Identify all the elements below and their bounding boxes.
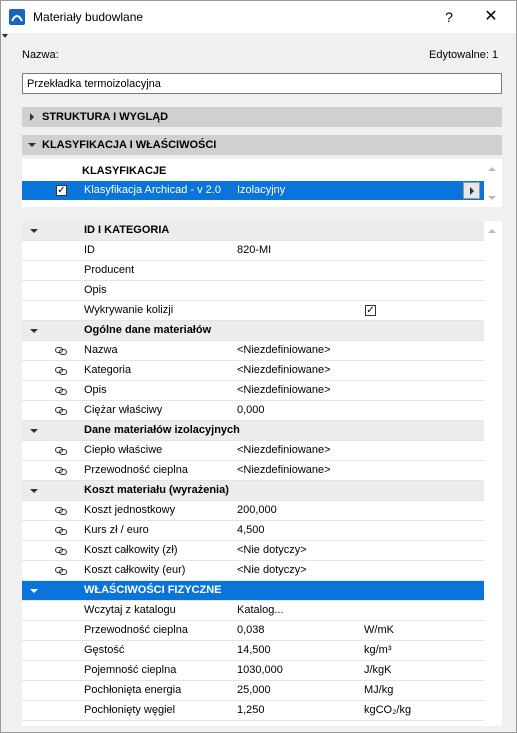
- row-label: Pojemność cieplna: [84, 664, 177, 676]
- classification-picker-button[interactable]: [463, 182, 480, 199]
- row-label: Kategoria: [84, 364, 132, 376]
- row-value[interactable]: 0,038: [237, 624, 265, 636]
- table-row[interactable]: [22, 701, 484, 721]
- row-label: Ciężar właściwy: [84, 404, 163, 416]
- table-row[interactable]: [22, 241, 484, 261]
- row-value[interactable]: 25,000: [237, 684, 271, 696]
- row-unit: J/kgK: [364, 664, 392, 676]
- section-struktura[interactable]: [22, 107, 502, 127]
- properties-panel: [22, 221, 502, 726]
- group-label: Dane materiałów izolacyjnych: [84, 424, 240, 436]
- scroll-down-icon[interactable]: [488, 196, 496, 200]
- table-row[interactable]: [22, 521, 484, 541]
- link-icon: [55, 447, 67, 455]
- row-label: Kurs zł / euro: [84, 524, 149, 536]
- catalog-button[interactable]: Katalog...: [237, 604, 284, 616]
- close-button[interactable]: ✕: [484, 8, 498, 25]
- section-klasyfikacja-label: KLASYFIKACJA I WŁAŚCIWOŚCI: [42, 139, 217, 151]
- collapse-arrow-icon: [28, 143, 36, 147]
- row-value[interactable]: <Niezdefiniowane>: [237, 464, 331, 476]
- row-value[interactable]: <Nie dotyczy>: [237, 564, 307, 576]
- table-row[interactable]: [22, 601, 484, 621]
- name-label: Nazwa:: [22, 49, 59, 61]
- row-value[interactable]: <Nie dotyczy>: [237, 544, 307, 556]
- row-label: Opis: [84, 384, 107, 396]
- group-label: WŁAŚCIWOŚCI FIZYCZNE: [84, 584, 222, 596]
- row-label: Koszt całkowity (eur): [84, 564, 186, 576]
- link-icon: [55, 527, 67, 535]
- classification-header: KLASYFIKACJE: [82, 165, 167, 177]
- row-value[interactable]: <Niezdefiniowane>: [237, 364, 331, 376]
- row-label: Producent: [84, 264, 135, 276]
- editable-count: Edytowalne: 1: [429, 49, 499, 61]
- row-unit: W/mK: [364, 624, 394, 636]
- link-icon: [55, 347, 67, 355]
- table-row[interactable]: [22, 661, 484, 681]
- name-input[interactable]: [22, 73, 502, 94]
- expand-arrow-icon: [30, 113, 34, 121]
- collapse-arrow-icon: [30, 589, 38, 593]
- row-label: ID: [84, 244, 95, 256]
- group-label: Ogólne dane materiałów: [84, 324, 212, 336]
- collision-checkbox[interactable]: ✓: [366, 305, 375, 316]
- row-value[interactable]: 1,250: [237, 704, 265, 716]
- classification-checkbox[interactable]: ✓: [57, 185, 66, 196]
- group-koszt[interactable]: [22, 481, 484, 501]
- play-arrow-icon: [470, 187, 474, 195]
- row-value[interactable]: <Niezdefiniowane>: [237, 444, 331, 456]
- table-row[interactable]: [22, 341, 484, 361]
- table-row[interactable]: [22, 641, 484, 661]
- row-value[interactable]: <Niezdefiniowane>: [237, 384, 331, 396]
- row-value[interactable]: <Niezdefiniowane>: [237, 344, 331, 356]
- table-row[interactable]: [22, 381, 484, 401]
- link-icon: [55, 507, 67, 515]
- row-label: Opis: [84, 284, 107, 296]
- collapse-arrow-icon: [30, 489, 38, 493]
- group-fizyczne-selected[interactable]: [22, 581, 484, 601]
- row-label: Przewodność cieplna: [84, 464, 188, 476]
- row-value[interactable]: 14,500: [237, 644, 271, 656]
- link-icon: [55, 547, 67, 555]
- classification-system: Klasyfikacja Archicad - v 2.0: [84, 184, 221, 196]
- link-icon: [55, 467, 67, 475]
- section-struktura-label: STRUKTURA I WYGLĄD: [42, 111, 169, 123]
- collapse-arrow-icon: [30, 229, 38, 233]
- table-row[interactable]: [22, 361, 484, 381]
- row-label: Gęstość: [84, 644, 125, 656]
- table-row[interactable]: [22, 461, 484, 481]
- row-label: Wykrywanie kolizji: [84, 304, 174, 316]
- row-value[interactable]: 200,000: [237, 504, 277, 516]
- row-label: Koszt całkowity (zł): [84, 544, 178, 556]
- table-row[interactable]: [22, 281, 484, 301]
- row-value[interactable]: 820-MI: [237, 244, 272, 256]
- row-label: Nazwa: [84, 344, 118, 356]
- link-icon: [55, 407, 67, 415]
- classification-row[interactable]: [22, 181, 484, 200]
- row-value[interactable]: 0,000: [237, 404, 265, 416]
- collapse-arrow-icon: [30, 329, 38, 333]
- table-row[interactable]: [22, 561, 484, 581]
- row-unit: kgCO₂/kg: [364, 704, 412, 716]
- row-label: Pochłonięty węgiel: [84, 704, 176, 716]
- group-izolacyjne[interactable]: [22, 421, 484, 441]
- section-klasyfikacja[interactable]: [22, 135, 502, 155]
- row-label: Koszt jednostkowy: [84, 504, 176, 516]
- row-value[interactable]: 4,500: [237, 524, 265, 536]
- link-icon: [55, 567, 67, 575]
- window-title: Materiały budowlane: [33, 10, 144, 24]
- link-icon: [55, 387, 67, 395]
- row-label: Wczytaj z katalogu: [84, 604, 176, 616]
- row-value[interactable]: 1030,000: [237, 664, 283, 676]
- row-unit: MJ/kg: [364, 684, 394, 696]
- group-label: Koszt materiału (wyrażenia): [84, 484, 229, 496]
- table-row[interactable]: [22, 501, 484, 521]
- archicad-app-icon: [9, 9, 25, 25]
- row-label: Przewodność cieplna: [84, 624, 188, 636]
- classification-value: Izolacyjny: [237, 184, 286, 196]
- table-row[interactable]: [22, 621, 484, 641]
- table-row[interactable]: [22, 401, 484, 421]
- edge-marker-icon: [2, 34, 8, 38]
- table-row[interactable]: [22, 541, 484, 561]
- scroll-up-icon[interactable]: [488, 229, 496, 233]
- table-row[interactable]: [22, 441, 484, 461]
- collapse-arrow-icon: [30, 429, 38, 433]
- group-label: ID I KATEGORIA: [84, 224, 170, 236]
- row-label: Pochłonięta energia: [84, 684, 182, 696]
- link-icon: [55, 367, 67, 375]
- title-bar: [1, 1, 516, 33]
- row-unit: kg/m³: [364, 644, 392, 656]
- row-label: Ciepło właściwe: [84, 444, 163, 456]
- table-row[interactable]: [22, 301, 484, 321]
- help-button[interactable]: ?: [445, 9, 453, 25]
- group-id-kategoria[interactable]: [22, 221, 484, 241]
- table-row[interactable]: [22, 261, 484, 281]
- scroll-up-icon[interactable]: [488, 167, 496, 171]
- table-row[interactable]: [22, 681, 484, 701]
- group-ogolne[interactable]: [22, 321, 484, 341]
